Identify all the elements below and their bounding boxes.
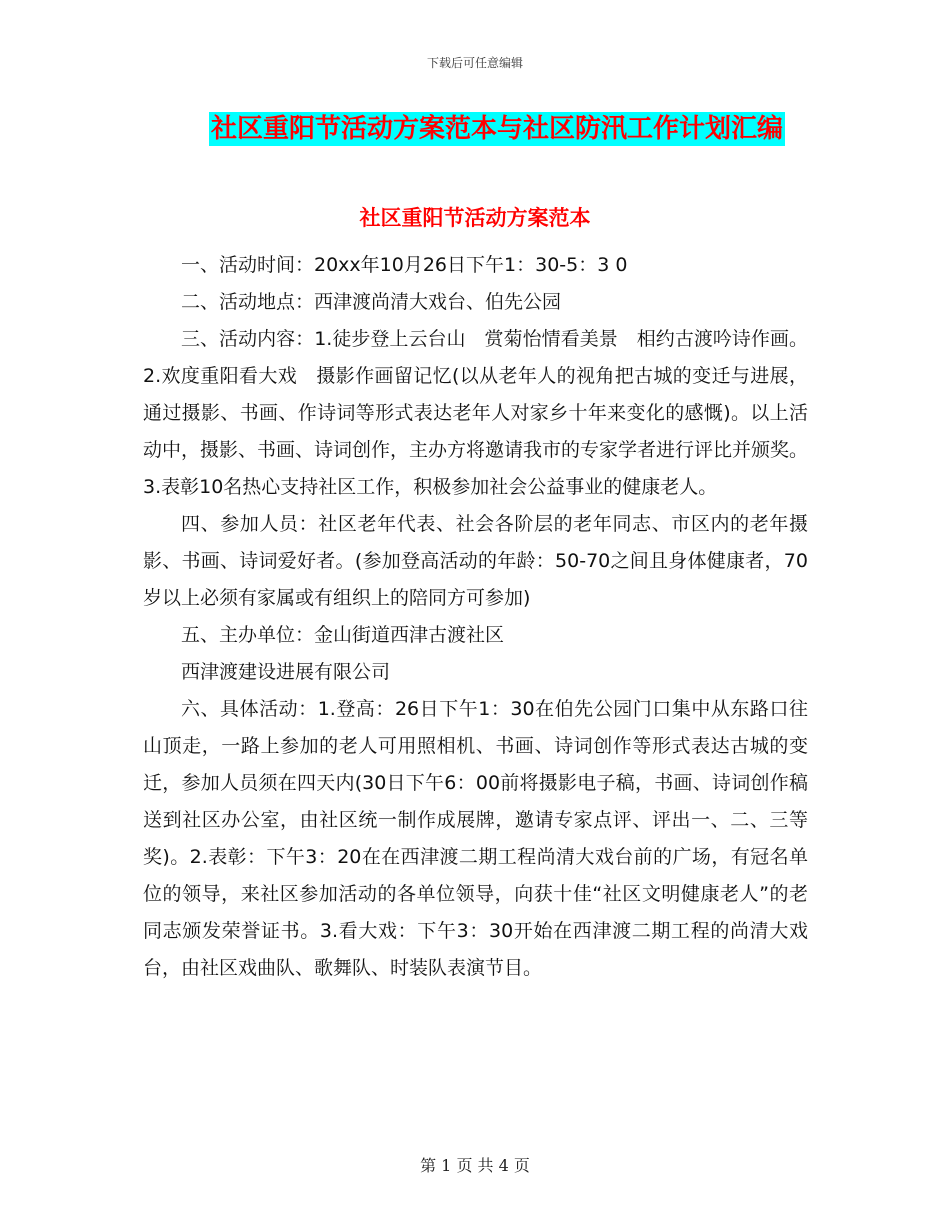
document-body — [143, 247, 808, 987]
section-title: 社区重阳节活动方案范本 — [359, 205, 591, 230]
main-title: 社区重阳节活动方案范本与社区防汛工作计划汇编 — [210, 114, 783, 144]
header-note: 下载后可任意编辑 — [426, 56, 523, 70]
paragraph-activity-content: 三、活动内容：1.徒步登上云台山 赏菊怡情看美景 相约古渡吟诗作画。2.欢度重阳看大戏 摄影作画留记忆(以从老年人的视角把古城的变迁与进展，通过摄影、书画、作诗词等形式表达老年人对家乡十年来变化的感慨)。以上活动中，摄影、书画、诗词创作，主办方将邀请我市的专家学者进行评比并颁奖。3.表彰10名热心支持社区工作，积极参加社会公益事业的健康老人。 — [143, 328, 809, 498]
paragraph-co-organizer: 西津渡建设进展有限公司 — [181, 661, 391, 683]
main-title-container — [0, 112, 950, 146]
page-number: 第 1 页 共 4 页 — [420, 1156, 530, 1175]
paragraph-specific-activities: 六、具体活动：1.登高：26日下午1：30在伯先公园门口集中从东路口往山顶走，一路上参加的老人可用照相机、书画、诗词创作等形式表达古城的变迁，参加人员须在四天内(30日下午6：00前将摄影电子稿，书画、诗词创作稿送到社区办公室，由社区统一制作成展牌，邀请专家点评、评出一、二、三等奖)。2.表彰：下午3：20在在西津渡二期工程尚清大戏台前的广场，有冠名单位的领导，来社区参加活动的各单位领导，向获十佳“社区文明健康老人”的老同志颁发荣誉证书。3.看大戏：下午3：30开始在西津渡二期工程的尚清大戏台，由社区戏曲队、歌舞队、时装队表演节目。 — [143, 698, 808, 979]
paragraph-activity-location: 二、活动地点：西津渡尚清大戏台、伯先公园 — [181, 291, 562, 313]
paragraph-participants: 四、参加人员：社区老年代表、社会各阶层的老年同志、市区内的老年摄影、书画、诗词爱好者。(参加登高活动的年龄：50-70之间且身体健康者，70岁以上必须有家属或有组织上的陪同方可参加) — [143, 513, 808, 609]
paragraph-organizer: 五、主办单位：金山街道西津古渡社区 — [181, 624, 505, 646]
paragraph-activity-time: 一、活动时间：20xx年10月26日下午1：30-5：3 0 — [181, 254, 628, 276]
